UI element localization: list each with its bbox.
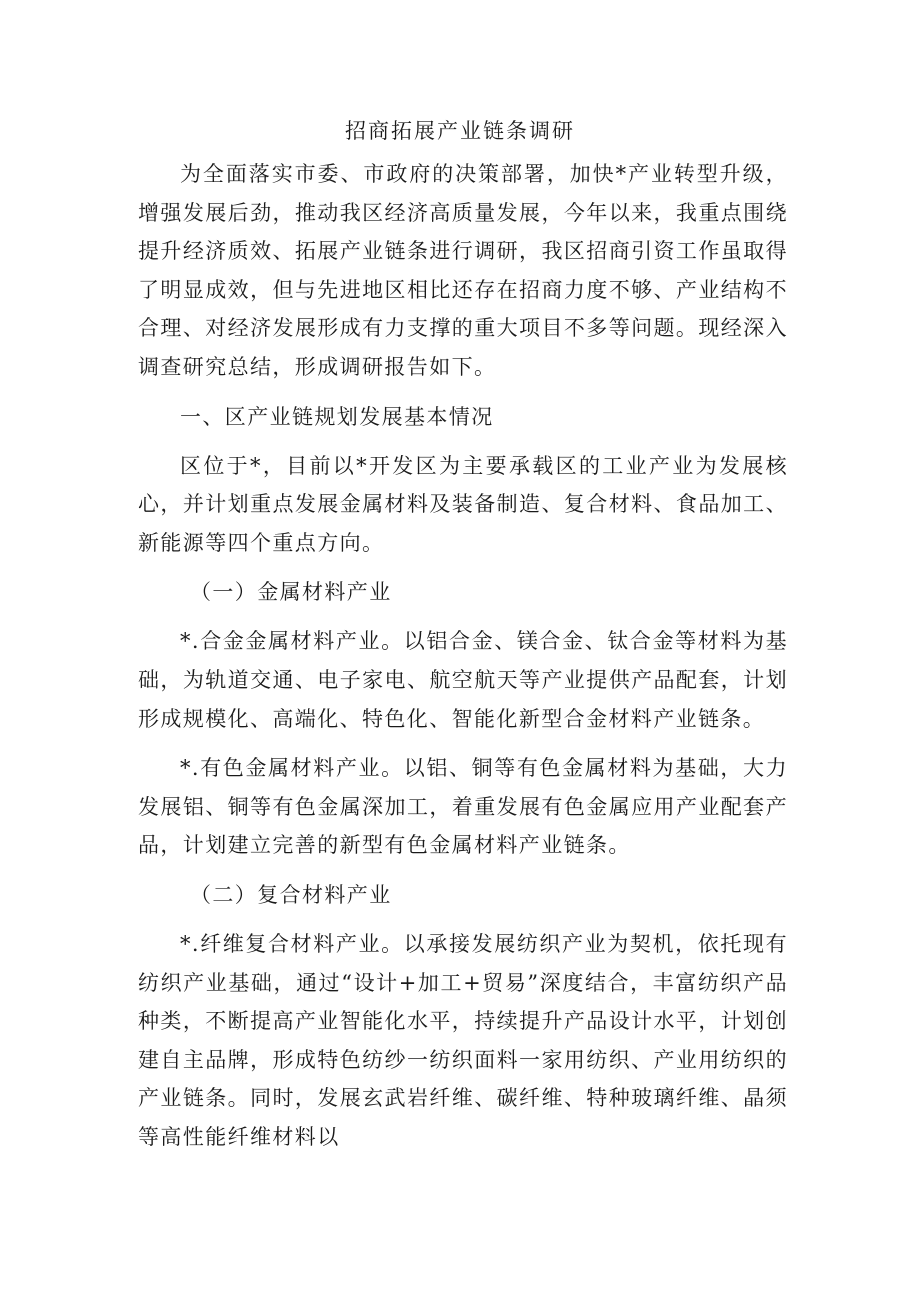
subsection-1-item-2: *.有色金属材料产业。以铝、铜等有色金属材料为基础，大力发展铝、铜等有色金属深加工，着重发展有色金属应用产业配套产品，计划建立完善的新型有色金属材料产业链条。 bbox=[138, 756, 788, 858]
document-body bbox=[138, 155, 788, 1156]
subsection-1-heading: （一）金属材料产业 bbox=[190, 580, 392, 605]
subsection-1-item-1: *.合金金属材料产业。以铝合金、镁合金、钛合金等材料为基础，为轨道交通、电子家电、航空航天等产业提供产品配套，计划形成规模化、高端化、特色化、智能化新型合金材料产业链条。 bbox=[138, 629, 788, 731]
section-1-heading: 一、区产业链规划发展基本情况 bbox=[180, 404, 494, 429]
subsection-2-heading: （二）复合材料产业 bbox=[190, 882, 392, 907]
document-title: 招商拓展产业链条调研 bbox=[345, 119, 575, 143]
section-1-paragraph: 区位于*，目前以*开发区为主要承载区的工业产业为发展核心，并计划重点发展金属材料及装备制造、复合材料、食品加工、新能源等四个重点方向。 bbox=[138, 453, 788, 555]
subsection-2-item-1: *.纤维复合材料产业。以承接发展纺织产业为契机，依托现有纺织产业基础，通过“设计+加工+贸易”深度结合，丰富纺织产品种类，不断提高产业智能化水平，持续提升产品设计水平，计划创建自主品牌，形成特色纺纱一纺织面料一家用纺织、产业用纺织的产业链条。同时，发展玄武岩纤维、碳纤维、特种玻璃纤维、晶须等高性能纤维材料以 bbox=[138, 931, 788, 1149]
intro-paragraph: 为全面落实市委、市政府的决策部署，加快*产业转型升级，增强发展后劲，推动我区经济高质量发展，今年以来，我重点围绕提升经济质效、拓展产业链条进行调研，我区招商引资工作虽取得了明显成效，但与先进地区相比还存在招商力度不够、产业结构不合理、对经济发展形成有力支撑的重大项目不多等问题。现经深入调查研究总结，形成调研报告如下。 bbox=[138, 162, 788, 379]
